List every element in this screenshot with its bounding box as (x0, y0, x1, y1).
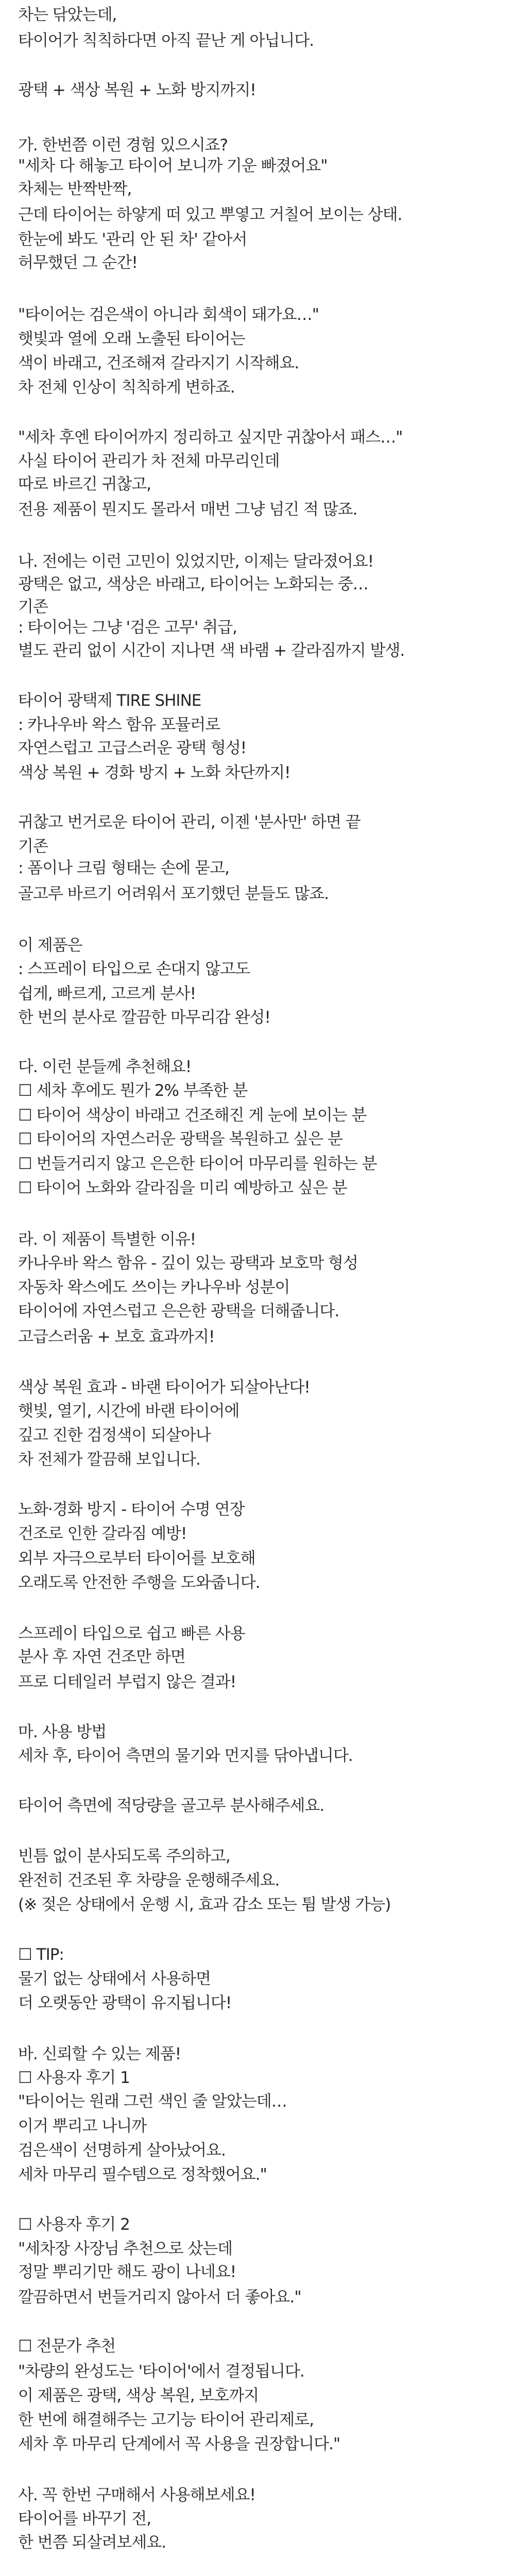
text-line: "세차 다 해놓고 타이어 보니까 기운 빠졌어요" (18, 157, 328, 175)
text-line: 바. 신뢰할 수 있는 제품! (18, 2045, 181, 2063)
text-line: 한 번에 해결해주는 고기능 타이어 관리제로, (18, 2411, 314, 2429)
text-line: 색상 복원 효과 - 바랜 타이어가 되살아난다! (18, 1378, 310, 1397)
text-line: 더 오랫동안 광택이 유지됩니다! (18, 1994, 232, 2012)
text-line: "세차 후엔 타이어까지 정리하고 싶지만 귀찮아서 패스…" (18, 428, 403, 447)
text-line: 차는 닦았는데, (18, 6, 117, 24)
text-line: 광택 + 색상 복원 + 노화 방지까지! (18, 81, 256, 99)
text-line: 한 번쯤 되살려보세요. (18, 2533, 166, 2552)
text-line: 정말 뿌리기만 해도 광이 나네요! (18, 2263, 236, 2281)
text-line: 프로 디테일러 부럽지 않은 결과! (18, 1673, 236, 1691)
text-line: 색상 복원 + 경화 방지 + 노화 차단까지! (18, 764, 290, 782)
text-line: 기존 (18, 598, 48, 616)
text-line: 세차 마무리 필수템으로 정착했어요." (18, 2165, 267, 2184)
text-line: 햇빛, 열기, 시간에 바랜 타이어에 (18, 1402, 239, 1420)
text-line: 외부 자극으로부터 타이어를 보호해 (18, 1549, 255, 1568)
text-line: (※ 젖은 상태에서 운행 시, 효과 감소 또는 튐 발생 가능) (18, 1895, 391, 1914)
text-line: ☐ 타이어 색상이 바래고 건조해진 게 눈에 보이는 분 (18, 1106, 367, 1125)
text-line: 한 번의 분사로 깔끔한 마무리감 완성! (18, 1008, 270, 1027)
text-line: 자동차 왁스에도 쓰이는 카나우바 성분이 (18, 1278, 290, 1297)
text-line: 차체는 반짝반짝, (18, 180, 132, 198)
text-line: "세차장 사장님 추천으로 샀는데 (18, 2240, 233, 2258)
text-line: 오래도록 안전한 주행을 도와줍니다. (18, 1573, 260, 1592)
text-line: 스프레이 타입으로 쉽고 빠른 사용 (18, 1624, 245, 1643)
text-line: 검은색이 선명하게 살아났어요. (18, 2141, 226, 2160)
text-line: 분사 후 자연 건조만 하면 (18, 1648, 185, 1666)
text-line: 색이 바래고, 건조해져 갈라지기 시작해요. (18, 354, 299, 372)
text-line: 세차 후 마무리 단계에서 꼭 사용을 권장합니다." (18, 2435, 340, 2453)
text-line: 차 전체가 깔끔해 보입니다. (18, 1450, 200, 1469)
text-line: 마. 사용 방법 (18, 1723, 107, 1741)
text-line: 깔끔하면서 번들거리지 않아서 더 좋아요." (18, 2288, 301, 2307)
text-line: 다. 이런 분들께 추천해요! (18, 1058, 192, 1076)
text-line: 쉽게, 빠르게, 고르게 분사! (18, 985, 196, 1003)
text-line: 광택은 없고, 색상은 바래고, 타이어는 노화되는 중… (18, 575, 368, 594)
text-line: 기존 (18, 837, 48, 856)
text-line: 고급스러움 + 보호 효과까지! (18, 1328, 215, 1346)
text-line: 노화·경화 방지 - 타이어 수명 연장 (18, 1500, 245, 1519)
text-line: "타이어는 원래 그런 색인 줄 알았는데… (18, 2092, 287, 2111)
text-line: 허무했던 그 순간! (18, 253, 138, 272)
text-line: 타이어에 자연스럽고 은은한 광택을 더해줍니다. (18, 1302, 339, 1320)
text-line: "차량의 완성도는 '타이어'에서 결정됩니다. (18, 2362, 304, 2381)
text-line: 이거 뿌리고 나니까 (18, 2117, 147, 2136)
text-line: 타이어 광택제 TIRE SHINE (18, 691, 201, 710)
text-line: ☐ 번들거리지 않고 은은한 타이어 마무리를 원하는 분 (18, 1155, 377, 1173)
text-line: 가. 한번쯤 이런 경험 있으시죠? (18, 136, 228, 155)
text-line: "타이어는 검은색이 아니라 회색이 돼가요…" (18, 306, 319, 324)
text-line: 깊고 진한 검정색이 되살아나 (18, 1426, 211, 1445)
text-line: 타이어를 바꾸기 전, (18, 2510, 151, 2528)
text-line: 타이어 측면에 적당량을 골고루 분사해주세요. (18, 1797, 324, 1815)
text-line: ☐ 사용자 후기 2 (18, 2215, 130, 2234)
text-line: 라. 이 제품이 특별한 이유! (18, 1230, 196, 1249)
text-line: 자연스럽고 고급스러운 광택 형성! (18, 739, 247, 757)
text-line: ☐ TIP: (18, 1945, 64, 1964)
text-line: 차 전체 인상이 칙칙하게 변하죠. (18, 378, 235, 397)
text-line: 골고루 바르기 어려워서 포기했던 분들도 많죠. (18, 885, 329, 903)
text-line: 귀찮고 번거로운 타이어 관리, 이젠 '분사만' 하면 끝 (18, 813, 360, 832)
text-line: 이 제품은 광택, 색상 복원, 보호까지 (18, 2386, 259, 2405)
text-line: 물기 없는 상태에서 사용하면 (18, 1970, 211, 1988)
text-line: 나. 전에는 이런 고민이 있었지만, 이제는 달라졌어요! (18, 552, 374, 571)
text-line: 빈틈 없이 분사되도록 주의하고, (18, 1847, 230, 1866)
text-line: ☐ 세차 후에도 뭔가 2% 부족한 분 (18, 1081, 248, 1100)
text-line: : 카나우바 왁스 함유 포뮬러로 (18, 716, 220, 734)
text-line: ☐ 타이어 노화와 갈라짐을 미리 예방하고 싶은 분 (18, 1179, 347, 1197)
text-line: 카나우바 왁스 함유 - 깊이 있는 광택과 보호막 형성 (18, 1254, 358, 1273)
text-line: 근데 타이어는 하얗게 떠 있고 뿌옇고 거칠어 보이는 상태. (18, 206, 402, 224)
text-line: 사. 꼭 한번 구매해서 사용해보세요! (18, 2486, 255, 2504)
text-line: : 타이어는 그냥 '검은 고무' 취급, (18, 618, 237, 637)
text-line: ☐ 전문가 추천 (18, 2337, 116, 2355)
text-line: : 폼이나 크림 형태는 손에 묻고, (18, 859, 229, 877)
text-line: 이 제품은 (18, 936, 82, 955)
text-line: 세차 후, 타이어 측면의 물기와 먼지를 닦아냅니다. (18, 1747, 353, 1765)
text-line: 타이어가 칙칙하다면 아직 끝난 게 아닙니다. (18, 31, 314, 50)
text-line: ☐ 사용자 후기 1 (18, 2069, 130, 2087)
text-line: 한눈에 봐도 '관리 안 된 차' 같아서 (18, 230, 247, 249)
text-line: ☐ 타이어의 자연스러운 광택을 복원하고 싶은 분 (18, 1130, 342, 1148)
text-line: : 스프레이 타입으로 손대지 않고도 (18, 960, 250, 978)
text-line: 사실 타이어 관리가 차 전체 마무리인데 (18, 452, 280, 470)
text-line: 전용 제품이 뭔지도 몰라서 매번 그냥 넘긴 적 많죠. (18, 500, 357, 519)
text-line: 따로 바르긴 귀찮고, (18, 475, 151, 494)
text-line: 건조로 인한 갈라짐 예방! (18, 1524, 187, 1543)
text-line: 별도 관리 없이 시간이 지나면 색 바램 + 갈라짐까지 발생. (18, 641, 405, 660)
text-line: 햇빛과 열에 오래 노출된 타이어는 (18, 330, 245, 348)
text-line: 완전히 건조된 후 차량을 운행해주세요. (18, 1871, 280, 1890)
